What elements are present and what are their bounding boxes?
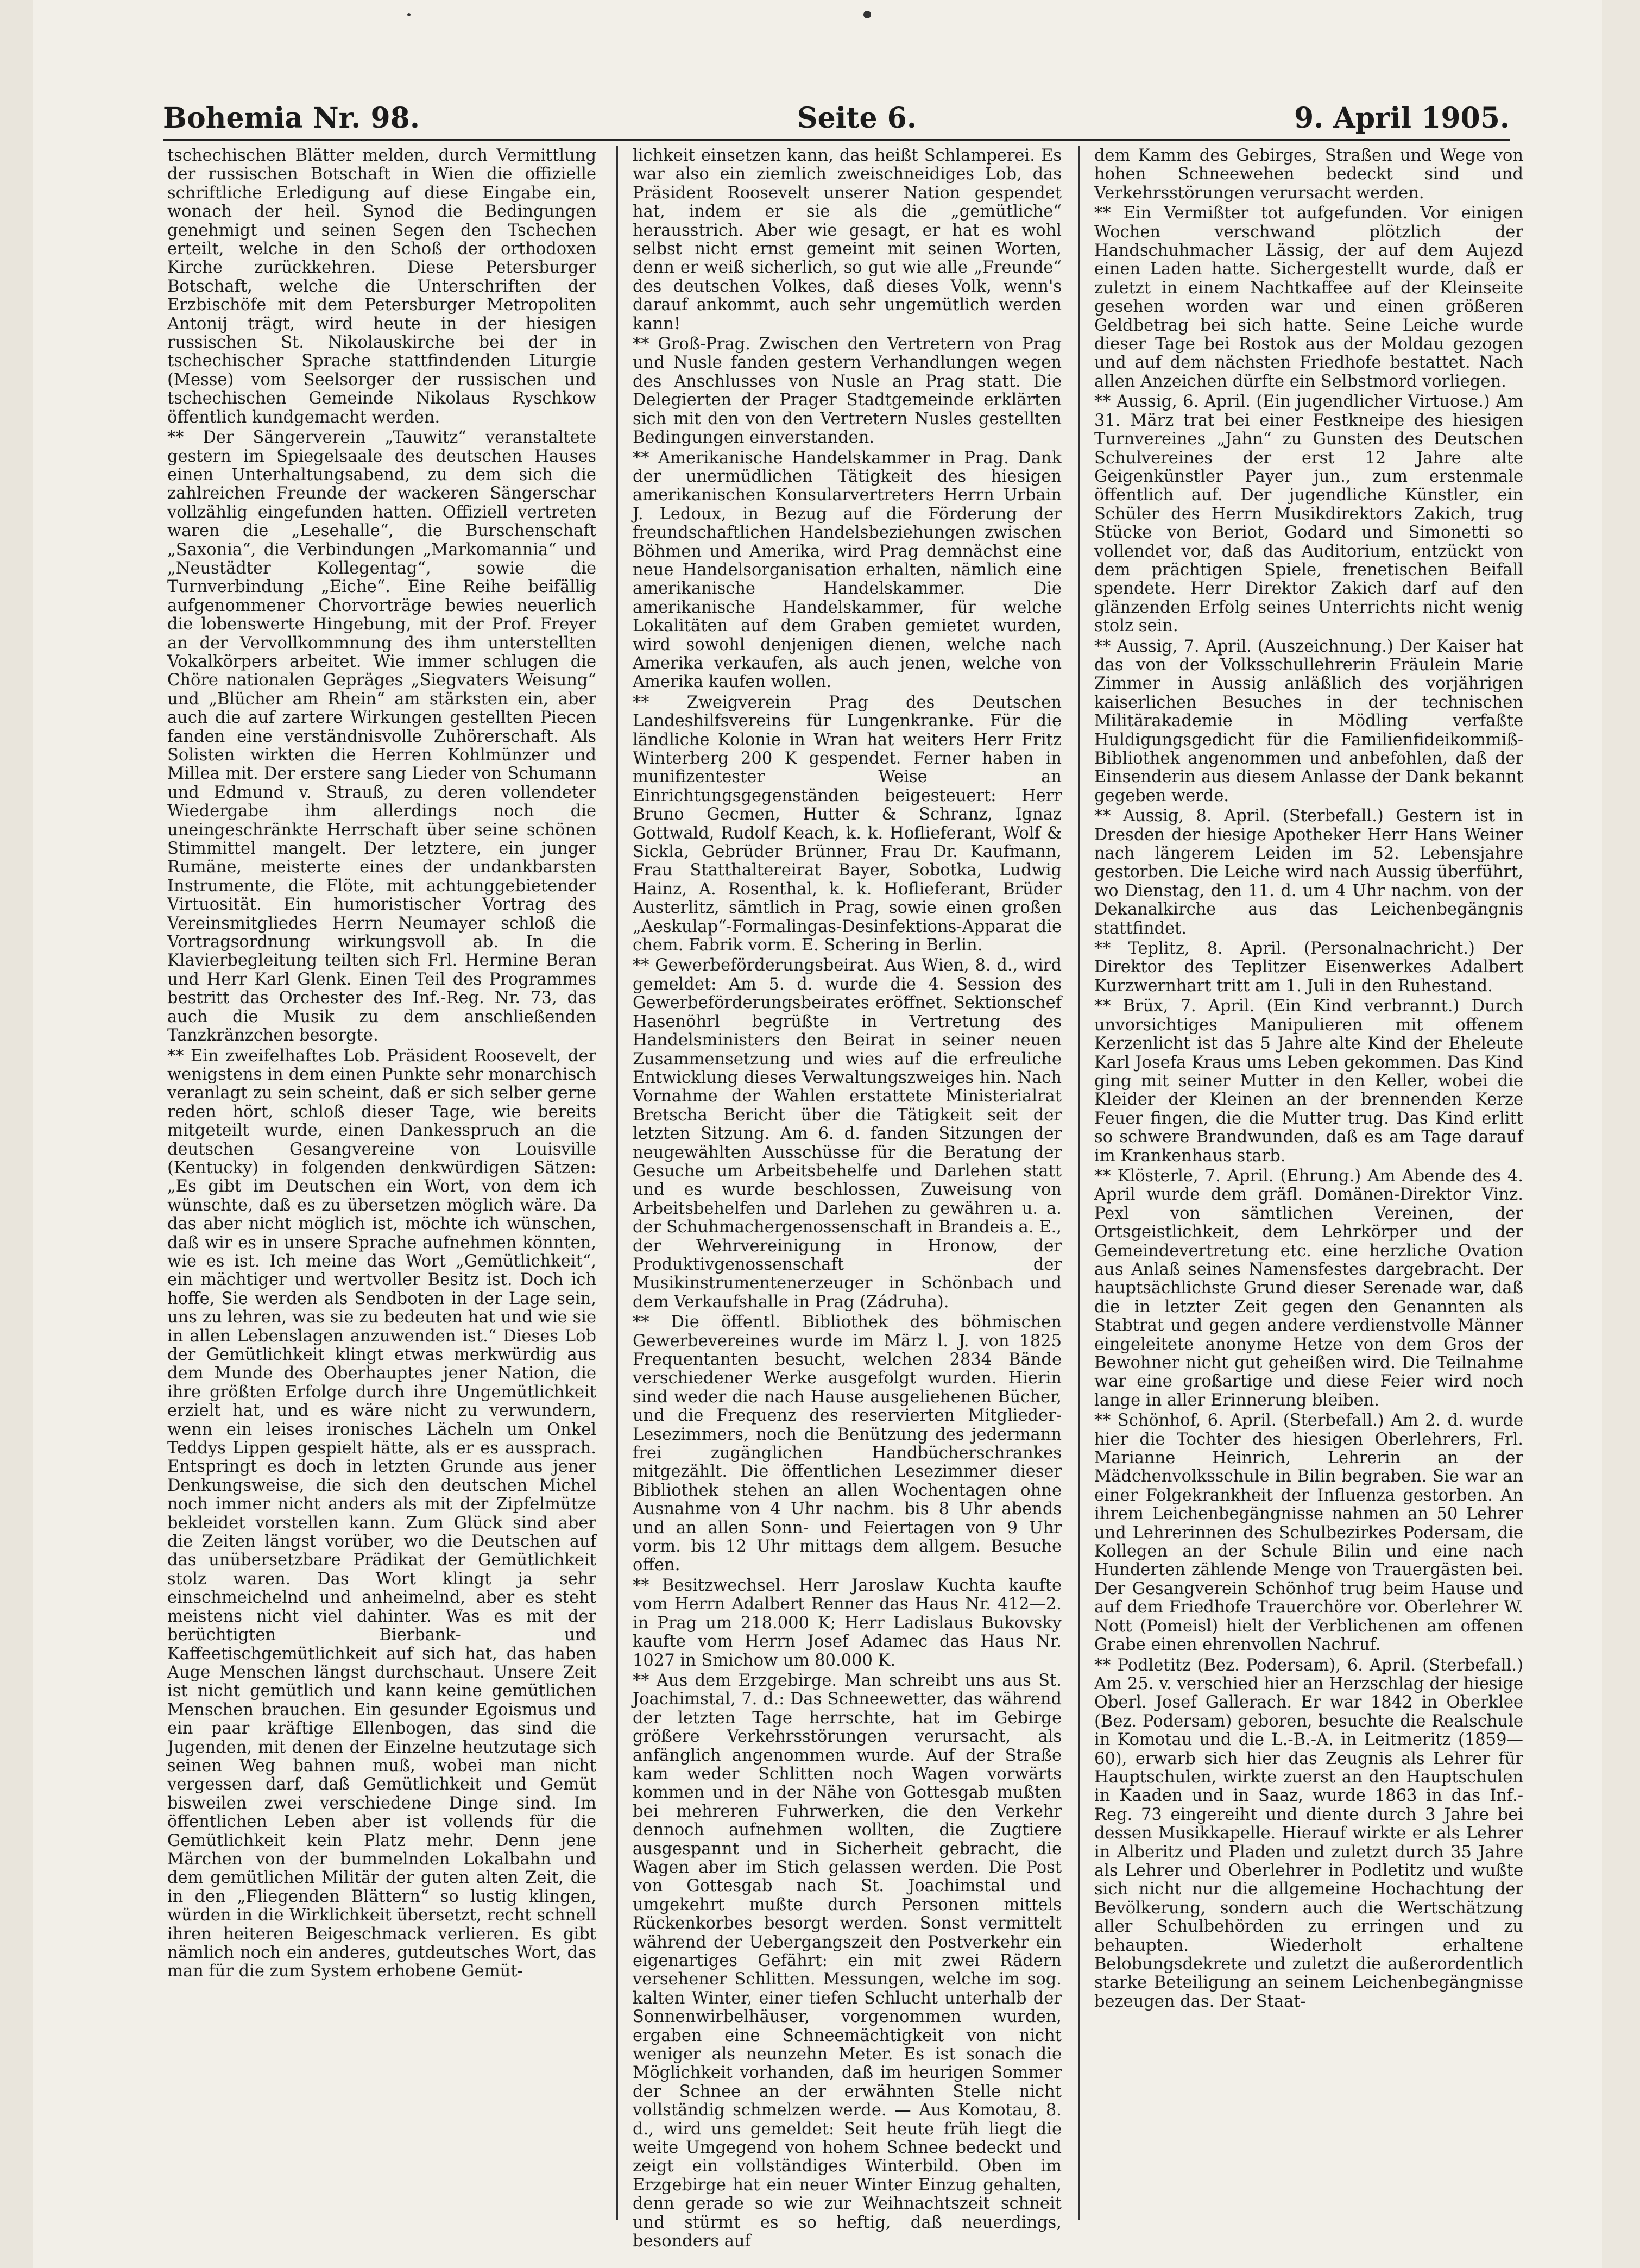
article-paragraph: ** Amerikanische Handelskammer in Prag. Dank der unermüdlichen Tätigkeit des hiesigen amerikanischen Konsularvertreters Herrn Urbain J. Ledoux, in Bezug auf die Förderung der freundschaftlichen Handelsbeziehungen zwischen Böhmen und Amerika, wird Prag demnächst eine neue Handelsorganisation erhalten, nämlich eine amerikanische Handelskammer. Die amerikanische Handelskammer, für welche Lokalitäten auf dem Graben gemietet wurden, wird sowohl denjenigen dienen, welche nach Amerika verkaufen, als auch jenen, welche von Amerika kaufen wollen. [633, 448, 1062, 692]
column-divider-1 [616, 146, 618, 2220]
article-paragraph: lichkeit einsetzen kann, das heißt Schlamperei. Es war also ein ziemlich zweischneidiges Lob, das Präsident Roosevelt unserer Nation gespendet hat, indem er sie als die „gemütliche“ herausstrich. Aber wie gesagt, er hat es wohl selbst nicht ernst gemeint mit seinen Worten, denn er weiß sicherlich, so gut wie alle „Freunde“ des deutschen Volkes, daß dieses Volk, wenn's darauf ankommt, auch sehr ungemütlich werden kann! [633, 146, 1062, 333]
article-paragraph: ** Ein Vermißter tot aufgefunden. Vor einigen Wochen verschwand plötzlich der Handschuhmacher Lässig, der auf dem Aujezd einen Laden hatte. Sichergestellt wurde, daß er zuletzt in einem Nachtkaffee auf der Kleinseite gesehen worden war und einen größeren Geldbetrag bei sich hatte. Seine Leiche wurde dieser Tage bei Rostok aus der Moldau gezogen und auf dem nächsten Friedhofe bestattet. Nach allen Anzeichen dürfte ein Selbstmord vorliegen. [1094, 204, 1523, 391]
article-paragraph: ** Besitzwechsel. Herr Jaroslaw Kuchta kaufte vom Herrn Adalbert Renner das Haus Nr. 412—2. in Prag um 218.000 K; Herr Ladislaus Bukovsky kaufte vom Herrn Josef Adamec das Haus Nr. 1027 in Smichow um 80.000 K. [633, 1576, 1062, 1670]
article-paragraph: ** Aussig, 8. April. (Sterbefall.) Gestern ist in Dresden der hiesige Apotheker Herr Hans Weiner nach längerem Leiden im 52. Lebensjahre gestorben. Die Leiche wird nach Aussig überführt, wo Dienstag, den 11. d. um 4 Uhr nachm. von der Dekanalkirche aus das Leichenbegängnis stattfindet. [1094, 807, 1523, 938]
article-paragraph: ** Brüx, 7. April. (Ein Kind verbrannt.) Durch unvorsichtiges Manipulieren mit offenem Kerzenlicht ist das 5 Jahre alte Kind der Eheleute Karl Josefa Kraus ums Leben gekommen. Das Kind ging mit seiner Mutter in den Keller, wobei die Kleider der Kleinen an der brennenden Kerze Feuer fingen, die die Mutter trug. Das Kind erlitt so schwere Brandwunden, daß es am Tage darauf im Krankenhaus starb. [1094, 997, 1523, 1166]
print-speck [407, 13, 411, 16]
article-paragraph: ** Gewerbeförderungsbeirat. Aus Wien, 8. d., wird gemeldet: Am 5. d. wurde die 4. Session des Gewerbeförderungsbeirates eröffnet. Sektionschef Hasenöhrl begrüßte in Vertretung des Handelsministers den Beirat in seiner neuen Zusammensetzung und wies auf die erfreuliche Entwicklung dieses Verwaltungszweiges hin. Nach Vornahme der Wahlen erstattete Ministerialrat Bretscha Bericht über die Tätigkeit seit der letzten Sitzung. Am 6. d. fanden Sitzungen der neugewählten Ausschüsse für die Beratung der Gesuche um Arbeitsbehelfe und Darlehen statt und es wurde beschlossen, Zuweisung von Arbeitsbehelfen und Darlehen zu gewähren u. a. der Schuhmachergenossenschaft in Brandeis a. E., der Wehrvereinigung in Hronow, der Produktivgenossenschaft der Musikinstrumentenerzeuger in Schönbach und dem Verkaufshalle in Prag (Zádruha). [633, 956, 1062, 1312]
page-right-margin [1602, 0, 1640, 2268]
print-speck [863, 11, 871, 18]
text-column-1 [167, 147, 596, 2221]
article-paragraph: ** Klösterle, 7. April. (Ehrung.) Am Abende des 4. April wurde dem gräfl. Domänen-Direktor Vinz. Pexl von sämtlichen Vereinen, der Ortsgeistlichkeit, dem Lehrkörper und der Gemeindevertretung etc. eine herzliche Ovation aus Anlaß seines Namensfestes dargebracht. Der hauptsächlichste Grund dieser Serenade war, daß die in letzter Zeit gegen den Genannten als Stabtrat und gegen andere verdienstvolle Männer eingeleitete anonyme Hetze von dem Gros der Bewohner nicht gut geheißen wird. Die Teilnahme war eine großartige und diese Feier wird noch lange in aller Erinnerung bleiben. [1094, 1166, 1523, 1410]
page-header [163, 92, 1510, 141]
article-paragraph: ** Aus dem Erzgebirge. Man schreibt uns aus St. Joachimstal, 7. d.: Das Schneewetter, das während der letzten Tage herrschte, hat im Gebirge größere Verkehrsstörungen verursacht, als anfänglich angenommen wurde. Auf der Straße kam weder Schlitten noch Wagen vorwärts kommen und in der Nähe von Gottesgab mußten bei mehreren Fuhrwerken, die den Verkehr dennoch aufnehmen wollten, die Zugtiere ausgespannt und in Sicherheit gebracht, die Wagen aber im Stich gelassen werden. Die Post von Gottesgab nach St. Joachimstal und umgekehrt mußte durch Personen mittels Rückenkorbes besorgt werden. Sonst vermittelt während der Uebergangszeit den Postverkehr ein eigenartiges Gefährt: ein mit zwei Rädern versehener Schlitten. Messungen, welche im sog. kalten Winter, einer tiefen Schlucht unterhalb der Sonnenwirbelhäuser, vorgenommen wurden, ergaben eine Schneemächtigkeit von nicht weniger als neunzehn Meter. Es ist sonach die Möglichkeit vorhanden, daß im heurigen Sommer der Schnee an der erwähnten Stelle nicht vollständig schmelzen werde. — Aus Komotau, 8. d., wird uns gemeldet: Seit heute früh liegt die weite Umgegend von hohem Schnee bedeckt und zeigt ein vollständiges Winterbild. Oben im Erzgebirge hat ein neuer Winter Einzug gehalten, denn gerade so wie zur Weihnachtszeit schneit und stürmt es so heftig, daß neuerdings, besonders auf [633, 1671, 1062, 2251]
article-paragraph: ** Ein zweifelhaftes Lob. Präsident Roosevelt, der wenigstens in dem einen Punkte sehr monarchisch veranlagt zu sein scheint, daß er sich selber gerne reden hört, schloß dieser Tage, wie bereits mitgeteilt wurde, einen Dankesspruch an die deutschen Gesangvereine von Louisville (Kentucky) in folgenden denkwürdigen Sätzen: „Es gibt im Deutschen ein Wort, von dem ich wünschte, daß es zu übersetzen möglich wäre. Da das aber nicht möglich ist, möchte ich wünschen, daß wir es in unsere Sprache aufnehmen könnten, wie es ist. Ich meine das Wort „Gemütlichkeit“, ein mächtiger und wertvoller Besitz ist. Doch ich hoffe, Sie werden als Sendboten in der Lage sein, uns zu lehren, was sie zu bedeuten hat und wie sie in allen Lebenslagen anzuwenden ist.“ Dieses Lob der Gemütlichkeit klingt etwas merkwürdig aus dem Munde des Oberhauptes jener Nation, die ihre größten Erfolge durch ihre Ungemütlichkeit erzielt hat, und es wäre nicht zu verwundern, wenn ein leises ironisches Lächeln um Onkel Teddys Lippen gespielt hätte, als er es aussprach. Entspringt es doch in letzten Grunde aus jener Denkungsweise, die sich den deutschen Michel noch immer nicht anders als mit der Zipfelmütze bekleidet vorstellen kann. Zum Glück sind aber die Zeiten längst vorüber, wo die Deutschen auf das unübersetzbare Prädikat der Gemütlichkeit stolz waren. Das Wort klingt ja sehr einschmeichelnd und anheimelnd, aber es steht meistens nicht viel dahinter. Was es mit der berüchtigten Bierbank- und Kaffeetischgemütlichkeit auf sich hat, das haben Auge Menschen längst durchschaut. Unsere Zeit ist nicht gemütlich und kann keine gemütlichen Menschen brauchen. Ein gesunder Egoismus und ein paar kräftige Ellenbogen, das sind die Jugenden, mit denen der Einzelne heutzutage sich seinen Weg bahnen muß, wobei man nicht vergessen darf, daß Gemütlichkeit und Gemüt bisweilen zwei verschiedene Dinge sind. Im öffentlichen Leben aber ist vollends für die Gemütlichkeit kein Platz mehr. Denn jene Märchen von der bummelnden Lokalbahn und dem gemütlichen Militär der guten alten Zeit, die in den „Fliegenden Blättern“ so lustig klingen, würden in die Wirklichkeit übersetzt, recht schnell ihren heiteren Beigeschmack verlieren. Es gibt nämlich noch ein anderes, gutdeutsches Wort, das man für die zum System erhobene Gemüt- [167, 1046, 596, 1981]
article-paragraph: ** Teplitz, 8. April. (Personalnachricht.) Der Direktor des Teplitzer Eisenwerkes Adalbert Kurzwernhart tritt am 1. Juli in den Ruhestand. [1094, 939, 1523, 996]
article-paragraph: ** Podletitz (Bez. Podersam), 6. April. (Sterbefall.) Am 25. v. verschied hier an Herzschlag der hiesige Oberl. Josef Gallerach. Er war 1842 in Oberklee (Bez. Podersam) geboren, besuchte die Realschule in Komotau und die L.-B.-A. in Leitmeritz (1859—60), erwarb sich hier das Zeugnis als Lehrer für Hauptschulen, wirkte zuerst an den Hauptschulen in Kaaden und in Saaz, wurde 1863 in das Inf.-Reg. 73 eingereiht und diente durch 3 Jahre bei dessen Musikkapelle. Hierauf wirkte er als Lehrer in Alberitz und Pladen und zuletzt durch 35 Jahre als Lehrer und Oberlehrer in Podletitz und wußte sich nicht nur die allgemeine Hochachtung der Bevölkerung, sondern auch die Wertschätzung aller Schulbehörden zu erringen und zu behaupten. Wiederholt erhaltene Belobungsdekrete und zuletzt die außerordentlich starke Beteiligung an seinem Leichenbegängnisse bezeugen das. Der Staat- [1094, 1655, 1523, 2011]
article-paragraph: tschechischen Blätter melden, durch Vermittlung der russischen Botschaft in Wien die offizielle schriftliche Erledigung auf diese Eingabe ein, wonach der heil. Synod die Bedingungen genehmigt und seinen Segen den Tschechen erteilt, welche in den Schoß der orthodoxen Kirche zurückkehren. Diese Petersburger Botschaft, welche die Unterschriften der Erzbischöfe mit dem Petersburger Metropoliten Antonij trägt, wird heute in der hiesigen russischen St. Nikolauskirche bei der in tschechischer Sprache stattfindenden Liturgie (Messe) vom Seelsorger der russischen und tschechischen Gemeinde Nikolaus Ryschkow öffentlich kundgemacht werden. [167, 146, 596, 427]
article-paragraph: ** Die öffentl. Bibliothek des böhmischen Gewerbevereines wurde im März l. J. von 1825 Frequentanten besucht, welchen 2834 Bände verschiedener Werke ausgefolgt wurden. Hierin sind weder die nach Hause ausgeliehenen Bücher, und die Frequenz des reservierten Mitglieder-Lesezimmers, noch die Benützung des jedermann frei zugänglichen Handbücherschrankes mitgezählt. Die öffentlichen Lesezimmer dieser Bibliothek stehen an allen Wochentagen ohne Ausnahme von 4 Uhr nachm. bis 8 Uhr abends und an allen Sonn- und Feiertagen von 9 Uhr vorm. bis 12 Uhr mittags dem allgem. Besuche offen. [633, 1313, 1062, 1575]
article-paragraph: ** Zweigverein Prag des Deutschen Landeshilfsvereins für Lungenkranke. Für die ländliche Kolonie in Wran hat weiters Herr Fritz Winterberg 200 K gespendet. Ferner haben in munifizentester Weise an Einrichtungsgegenständen beigesteuert: Herr Bruno Gecmen, Hutter & Schranz, Ignaz Gottwald, Rudolf Keach, k. k. Hoflieferant, Wolf & Sickla, Gebrüder Brünner, Frau Dr. Kaufmann, Frau Statthaltereirat Bayer, Sobotka, Ludwig Hainz, A. Rosenthal, k. k. Hoflieferant, Brüder Austerlitz, sämtlich in Prag, sowie einen großen „Aeskulap“-Formalingas-Desinfektions-Apparat die chem. Fabrik vorm. E. Schering in Berlin. [633, 692, 1062, 955]
article-paragraph: ** Schönhof, 6. April. (Sterbefall.) Am 2. d. wurde hier die Tochter des hiesigen Oberlehrers, Frl. Marianne Heinrich, Lehrerin an der Mädchenvolksschule in Bilin begraben. Sie war an einer Folgekrankheit der Influenza gestorben. An ihrem Leichenbegängnisse nahmen an 50 Lehrer und Lehrerinnen des Schulbezirkes Podersam, die Kollegen an der Schule Bilin und eine nach Hunderten zählende Menge von Trauergästen bei. Der Gesangverein Schönhof trug beim Hause und auf dem Friedhofe Trauerchöre vor. Oberlehrer W. Nott (Pomeisl) hielt der Verblichenen am offenen Grabe einen ehrenvollen Nachruf. [1094, 1411, 1523, 1655]
header-page-number: Seite 6. [797, 102, 917, 135]
text-column-2 [633, 146, 1062, 2251]
article-paragraph: ** Aussig, 6. April. (Ein jugendlicher Virtuose.) Am 31. März trat bei einer Festkneipe des hiesigen Turnvereines „Jahn“ zu Gunsten des Deutschen Schulvereines der erst 12 Jahre alte Geigenkünstler Payer jun., zum erstenmale öffentlich auf. Der jugendliche Künstler, ein Schüler des Herrn Musikdirektors Zakich, trug Stücke von Beriot, Godard und Simonetti so vollendet vor, daß das Auditorium, entzückt von dem prächtigen Spiele, frenetischen Beifall spendete. Herr Direktor Zakich darf auf den glänzenden Erfolg seines Unterrichts nicht wenig stolz sein. [1094, 392, 1523, 636]
article-paragraph: dem Kamm des Gebirges, Straßen und Wege von hohen Schneewehen bedeckt sind und Verkehrsstörungen verursacht werden. [1094, 146, 1523, 203]
header-date: 9. April 1905. [1294, 102, 1510, 135]
article-paragraph: ** Groß-Prag. Zwischen den Vertretern von Prag und Nusle fanden gestern Verhandlungen wegen des Anschlusses von Nusle an Prag statt. Die Delegierten der Prager Stadtgemeinde erklärten sich mit den von den Vertretern Nusles gestellten Bedingungen einverstanden. [633, 335, 1062, 448]
column-divider-2 [1078, 146, 1080, 2220]
text-column-3 [1094, 147, 1523, 2221]
article-paragraph: ** Der Sängerverein „Tauwitz“ veranstaltete gestern im Spiegelsaale des deutschen Hauses einen Unterhaltungsabend, zu dem sich die zahlreichen Freunde der wackeren Sängerschar vollzählig eingefunden hatten. Offiziell vertreten waren die „Lesehalle“, die Burschenschaft „Saxonia“, die Verbindungen „Markomannia“ und „Neustädter Kollegentag“, sowie die Turnverbindung „Eiche“. Eine Reihe beifällig aufgenommener Chorvorträge bewies neuerlich die lobenswerte Hingebung, mit der Prof. Freyer an der Vervollkommnung des ihm unterstellten Vokalkörpers arbeitet. Wie immer schlugen die Chöre nationalen Gepräges „Siegvaters Weisung“ und „Blücher am Rhein“ am stärksten ein, aber auch die auf zartere Wirkungen gestellten Piecen fanden eine verständnisvolle Zuhörerschaft. Als Solisten wirkten die Herren Kohlmünzer und Millea mit. Der erstere sang Lieder von Schumann und Edmund v. Strauß, zu deren vollendeter Wiedergabe ihm allerdings noch die uneingeschränkte Herrschaft über seine schönen Stimmittel mangelt. Der letztere, ein junger Rumäne, meisterte eines der undankbarsten Instrumente, die Flöte, mit achtunggebietender Virtuosität. Ein humoristischer Vortrag des Vereinsmitgliedes Herrn Neumayer schloß die Vortragsordnung wirkungsvoll ab. In die Klavierbegleitung teilten sich Frl. Hermine Beran und Herr Karl Glenk. Einen Teil des Programmes bestritt das Orchester des Inf.-Reg. Nr. 73, das auch die Musik zu dem anschließenden Tanzkränzchen besorgte. [167, 428, 596, 1045]
page-left-margin [0, 0, 33, 2268]
article-paragraph: ** Aussig, 7. April. (Auszeichnung.) Der Kaiser hat das von der Volksschullehrerin Fräulein Marie Zimmer in Aussig anläßlich des vorjährigen kaiserlichen Besuches in der technischen Militärakademie in Mödling verfaßte Huldigungsgedicht für die Familienfideikommiß-Bibliothek angenommen und anbefohlen, daß der Einsenderin aus diesem Anlasse der Dank bekannt gegeben werde. [1094, 637, 1523, 805]
header-paper-name: Bohemia Nr. 98. [163, 102, 420, 135]
